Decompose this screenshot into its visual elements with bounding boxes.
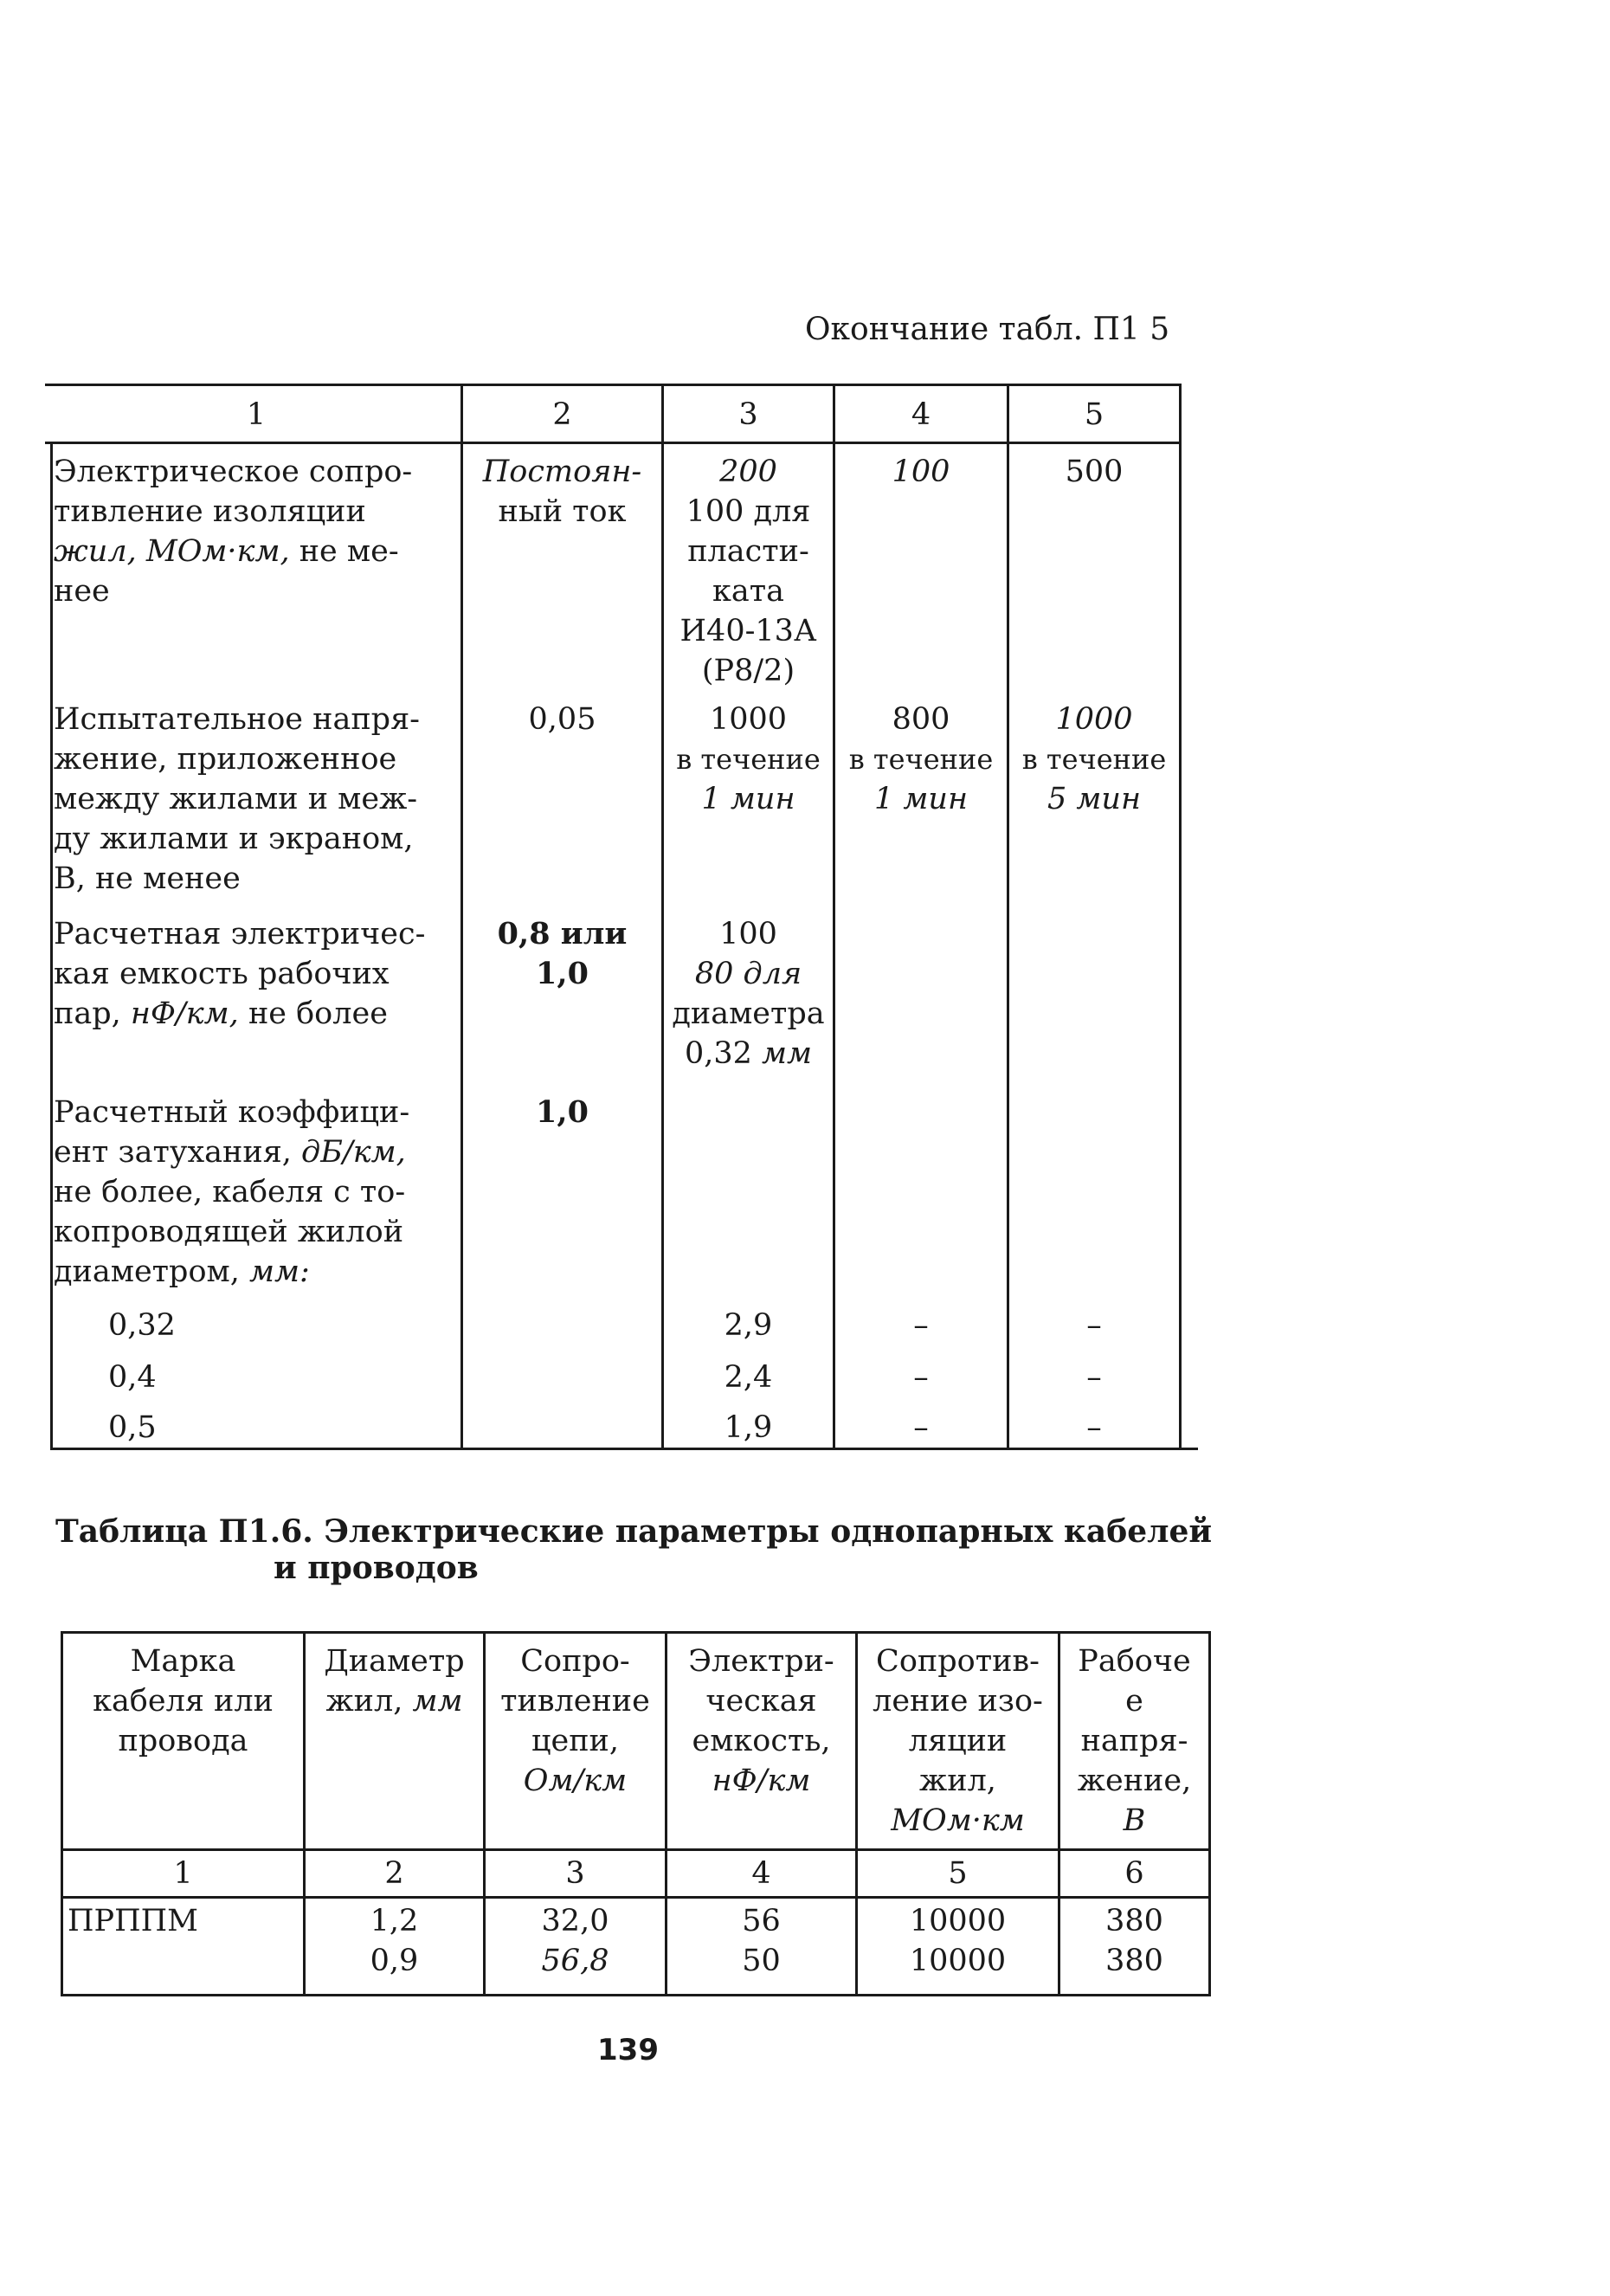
- row-insulation-c5: 500: [1065, 455, 1124, 489]
- table2-header-capacity: Электри- ческая емкость, нФ/км: [688, 1644, 834, 1798]
- row-voltage-c2: 0,05: [528, 702, 596, 737]
- table2-num-3: 3: [565, 1856, 585, 1891]
- row-capacity-param: Расчетная электричес- кая емкость рабочих пар, нФ/км, не более: [54, 917, 426, 1031]
- table2-num-5: 5: [948, 1856, 968, 1891]
- table2-num-4: 4: [751, 1856, 771, 1891]
- row-capacity-c2: 0,8 или 1,0: [497, 916, 628, 991]
- table2-diameters: 1,2 0,9: [370, 1904, 419, 1978]
- table2-num-1: 1: [173, 1856, 193, 1891]
- row-insulation-param: Электрическое сопро- тивление изоляции жил, МОм·км, не ме- нее: [54, 455, 413, 609]
- row-insulation-c3: 200 100 для пласти- ката И40-13А (Р8/2): [679, 455, 817, 688]
- table2-header-diameter: Диаметр жил, мм: [324, 1644, 465, 1719]
- table2-header-voltage: Рабоче е напря- жение, В: [1077, 1644, 1192, 1838]
- table2-insulations: 10000 10000: [909, 1904, 1007, 1978]
- row-voltage-c3: 1000 в течение 1 мин: [676, 702, 821, 816]
- table2-capacities: 56 50: [742, 1904, 781, 1978]
- table2-caption: Таблица П1.6. Электрические параметры однопарных кабелей и проводов: [55, 1513, 1213, 1586]
- row-capacity-c3: 100 80 для диаметра 0,32 мм: [672, 917, 825, 1071]
- table1-header-3: 3: [738, 397, 758, 432]
- table2-num-6: 6: [1124, 1856, 1144, 1891]
- row-attenuation-c2: 1,0: [536, 1094, 589, 1130]
- row-voltage-param: Испытательное напря- жение, приложенное между жилами и меж- ду жилами и экраном, В, не менее: [54, 702, 420, 896]
- table1-header-4: 4: [911, 397, 931, 432]
- table1-header-5: 5: [1084, 397, 1104, 432]
- page-number: 139: [597, 2033, 659, 2067]
- table1-header-2: 2: [552, 397, 572, 432]
- row-attenuation-param: Расчетный коэффици- ент затухания, дБ/км, не более, кабеля с то- копроводящей жилой диаметром, мм:: [54, 1095, 410, 1289]
- table2-num-2: 2: [384, 1856, 404, 1891]
- table2-resistances: 32,0 56,8: [541, 1904, 609, 1978]
- continuation-label: Окончание табл. П1 5: [805, 312, 1170, 347]
- row-voltage-c4: 800 в течение 1 мин: [848, 702, 994, 816]
- table2-header-resistance: Сопро- тивление цепи, Ом/км: [500, 1644, 650, 1798]
- row-insulation-c2: Постоян- ный ток: [482, 455, 642, 529]
- table2-header-mark: Марка кабеля или провода: [93, 1644, 274, 1758]
- row-voltage-c5: 1000 в течение 5 мин: [1021, 702, 1167, 816]
- table2-voltages: 380 380: [1105, 1904, 1163, 1978]
- row-insulation-c4: 100: [892, 455, 950, 489]
- table2-mark: ПРППМ: [68, 1904, 198, 1938]
- table1-header-1: 1: [246, 397, 267, 432]
- table2-header-insulation: Сопротив- ление изо- ляции жил, МОм·км: [873, 1644, 1043, 1838]
